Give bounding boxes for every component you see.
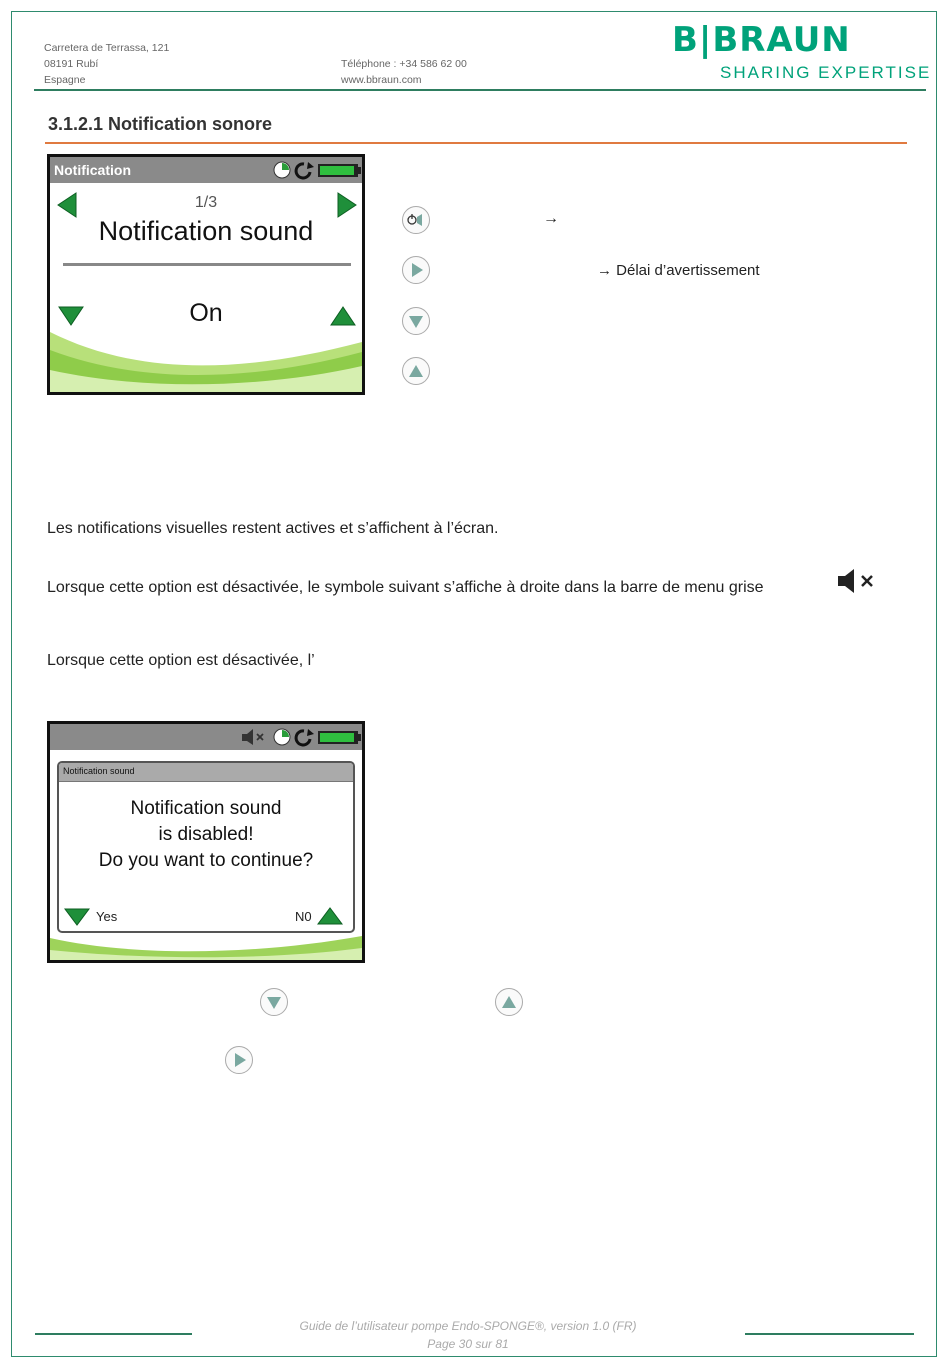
bbraun-logo: B|BRAUN (672, 20, 851, 60)
mute-icon (836, 567, 880, 595)
company-contact (341, 56, 467, 88)
dialog-line-3: Do you want to continue? (98, 850, 314, 871)
dialog-title: Notification sound (63, 766, 135, 776)
mute-icon (242, 734, 247, 741)
phone-number: Téléphone : +34 586 62 00 (341, 58, 467, 70)
up-button-icon-inline (495, 988, 523, 1016)
power-sound-button-icon (402, 206, 430, 234)
menu-bar (50, 157, 362, 183)
footer-line-right (745, 1333, 914, 1335)
confirm-dialog (57, 761, 355, 933)
dialog-line-1: Notification sound (130, 798, 282, 819)
green-swoosh-decoration (50, 930, 362, 960)
yes-label: Yes (96, 909, 118, 924)
footer-page-number: Page 30 sur 81 (427, 1337, 509, 1351)
status-icons (272, 160, 362, 180)
menu-bar-title: Notification (54, 162, 131, 178)
dialog-titlebar (59, 763, 353, 782)
menu-bar (50, 724, 362, 750)
page-counter: 1/3 (194, 194, 218, 211)
green-swoosh-decoration (50, 322, 362, 392)
right-button-icon-inline (225, 1046, 253, 1074)
legend-warning-delay: → Délai d’avertissement (597, 262, 760, 279)
no-label: N0 (295, 909, 312, 924)
address-line-1: Carretera de Terrassa, 121 (44, 42, 170, 54)
device-screen-notification (47, 154, 365, 395)
setting-heading: Notification sound (98, 216, 314, 246)
website: www.bbraun.com (341, 74, 422, 86)
footer-line-left (35, 1333, 192, 1335)
dialog-line-2: is disabled! (158, 824, 254, 845)
no-up-arrow-icon (316, 906, 344, 926)
footer-doc-title: Guide de l’utilisateur pompe Endo-SPONGE®, version 1.0 (FR) (299, 1319, 637, 1333)
device-screen-confirm-dialog (47, 721, 365, 963)
logo-tagline: SHARING EXPERTISE (720, 63, 932, 82)
right-button-icon (402, 256, 430, 284)
paragraph-when-disabled: Lorsque cette option est désactivée, l’ (47, 652, 315, 669)
company-address (44, 40, 169, 88)
up-button-icon (402, 357, 430, 385)
address-line-2: 08191 Rubí (44, 58, 99, 70)
screen-divider (63, 263, 351, 266)
paragraph-visual-notifications: Les notifications visuelles restent actives et s’affichent à l’écran. (47, 520, 499, 537)
section-title: 3.1.2.1 Notification sonore (48, 114, 273, 134)
section-divider (45, 142, 907, 144)
legend-arrow-1: → (543, 210, 559, 227)
address-line-3: Espagne (44, 74, 86, 86)
down-button-icon (402, 307, 430, 335)
yes-down-arrow-icon (63, 907, 91, 927)
down-button-icon-inline (260, 988, 288, 1016)
paragraph-symbol-displayed: Lorsque cette option est désactivée, le symbole suivant s’affiche à droite dans la barre de menu grise (47, 579, 764, 596)
setting-value: On (189, 299, 223, 327)
header-divider (34, 89, 926, 91)
status-icons (240, 727, 362, 747)
dialog-message (59, 796, 353, 874)
